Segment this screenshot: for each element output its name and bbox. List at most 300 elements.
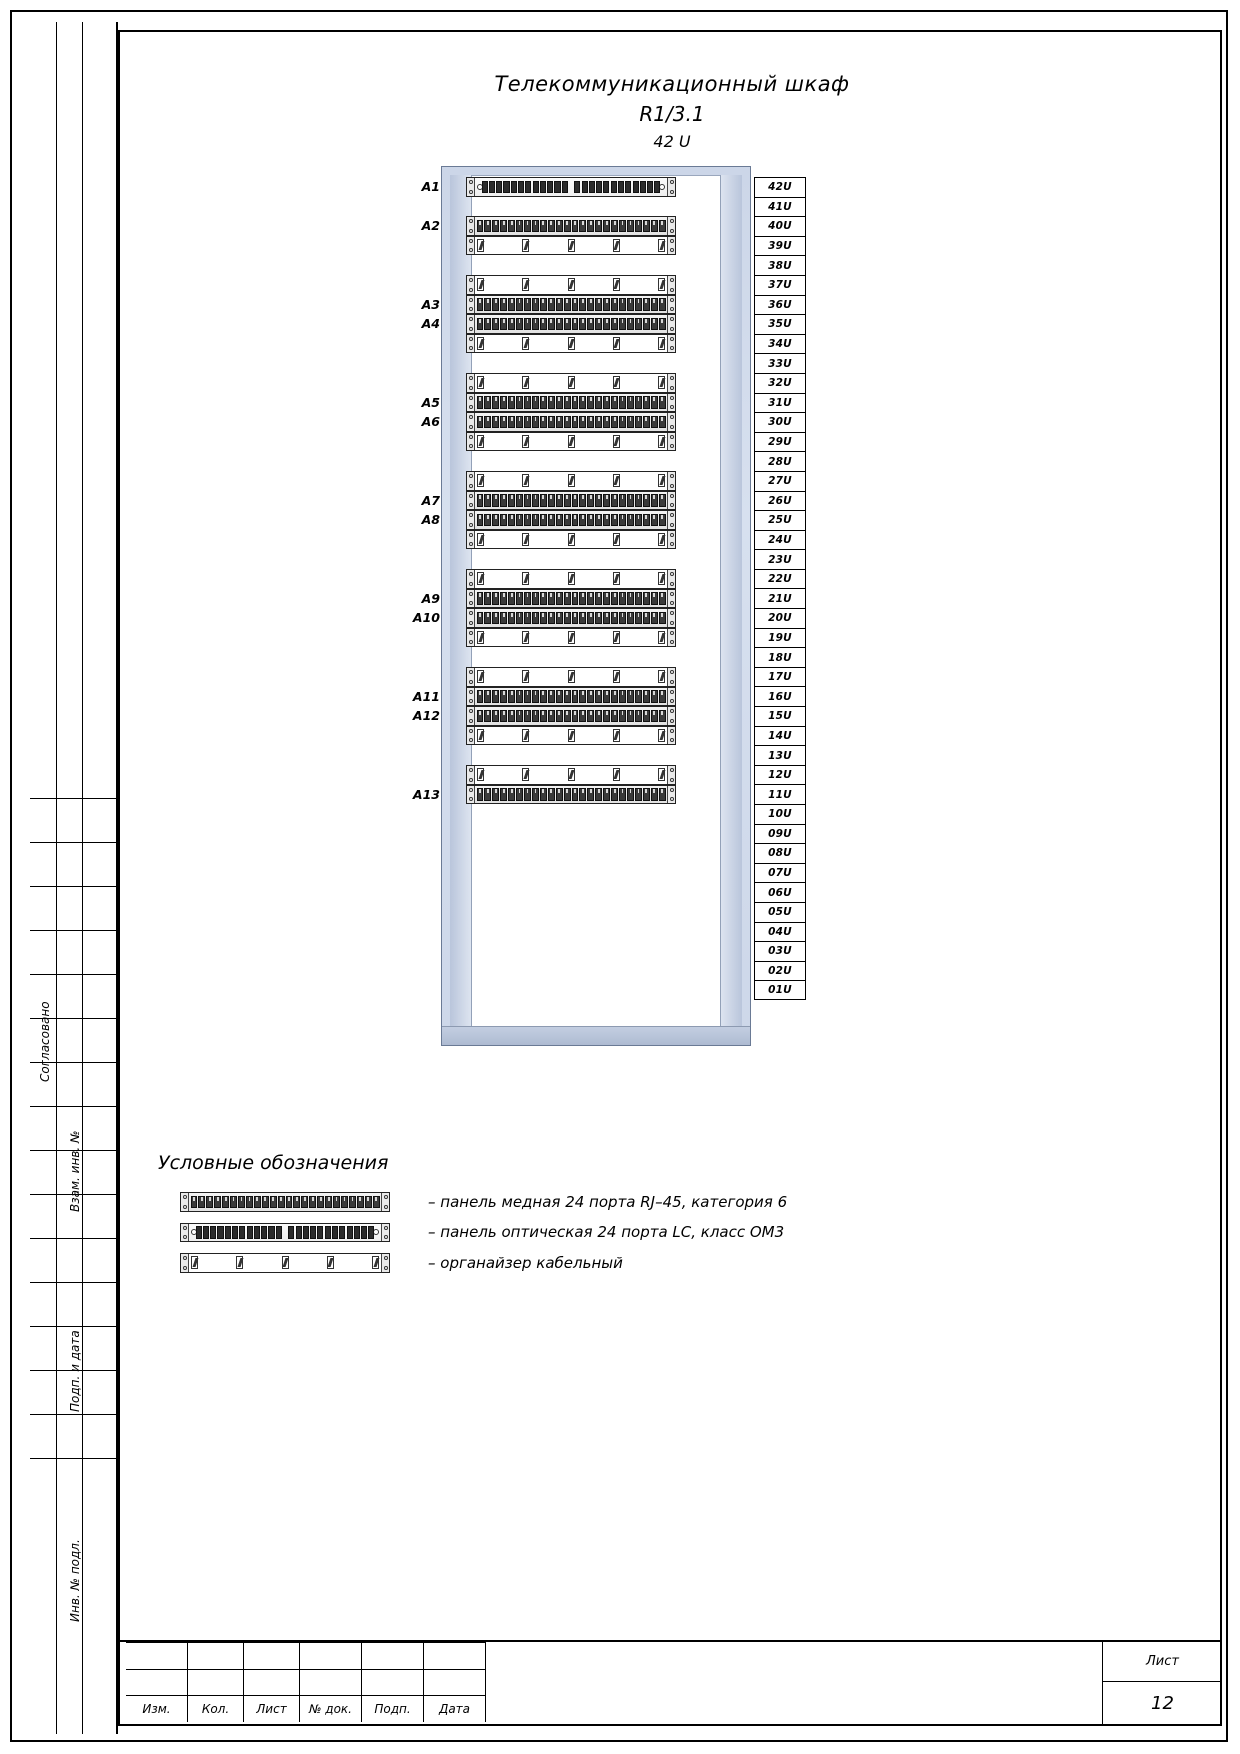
rj45-port xyxy=(198,1196,205,1209)
rj45-port xyxy=(659,220,666,233)
copper-patch-panel[interactable] xyxy=(466,510,676,530)
organizer-ring-row xyxy=(477,336,665,351)
organizer-ring xyxy=(191,1256,198,1269)
panel-screw xyxy=(183,1205,187,1209)
organizer-ring xyxy=(522,631,529,644)
u-cell: 12U xyxy=(754,765,806,785)
rj45-port xyxy=(595,416,602,429)
rj45-port xyxy=(651,592,658,605)
panel-screw xyxy=(469,729,473,733)
rj45-port xyxy=(572,612,579,625)
lc-port xyxy=(361,1226,367,1239)
left-stamp-label-soglasovano: Согласовано xyxy=(38,1001,52,1082)
rj45-port xyxy=(556,788,563,801)
rj45-port xyxy=(500,298,507,311)
u-cell: 01U xyxy=(754,980,806,1000)
rj45-port xyxy=(317,1196,324,1209)
panel-screw xyxy=(670,239,674,243)
bottom-stamp-empty-cell xyxy=(126,1669,188,1696)
rj45-port xyxy=(508,318,515,331)
rj45-port xyxy=(516,710,523,723)
panel-ear-right xyxy=(667,296,675,314)
copper-patch-panel[interactable] xyxy=(466,412,676,432)
copper-patch-panel[interactable] xyxy=(466,393,676,413)
panel-ear-right xyxy=(667,413,675,431)
panel-screw xyxy=(670,513,674,517)
rj45-port xyxy=(516,592,523,605)
panel-screw xyxy=(670,307,674,311)
panel-ear-left xyxy=(467,531,475,549)
rj45-port xyxy=(635,710,642,723)
rj45-port xyxy=(595,612,602,625)
rj45-port xyxy=(651,710,658,723)
drawing-sheet xyxy=(10,10,1228,1742)
panel-ear-left xyxy=(467,786,475,804)
device-label: A11 xyxy=(412,688,440,704)
rj45-port xyxy=(587,416,594,429)
rj45-port xyxy=(619,298,626,311)
device-label: A4 xyxy=(421,316,440,332)
lc-port xyxy=(196,1226,202,1239)
u-cell: 19U xyxy=(754,628,806,648)
rj45-port xyxy=(524,514,531,527)
rj45-port xyxy=(532,514,539,527)
rj45-port xyxy=(587,788,594,801)
rj45-port xyxy=(611,514,618,527)
rj45-port-row xyxy=(476,396,666,409)
device-label: A5 xyxy=(421,394,440,410)
rj45-port xyxy=(500,514,507,527)
u-cell: 42U xyxy=(754,177,806,197)
panel-ear-left xyxy=(467,707,475,725)
panel-screw xyxy=(469,631,473,635)
organizer-ring xyxy=(522,768,529,781)
rj45-port xyxy=(540,396,547,409)
cable-organizer[interactable] xyxy=(466,334,676,354)
panel-screw xyxy=(469,307,473,311)
device-label: A12 xyxy=(412,708,440,724)
panel-screw xyxy=(469,797,473,801)
organizer-ring xyxy=(477,670,484,683)
panel-screw xyxy=(469,415,473,419)
u-cell: 30U xyxy=(754,412,806,432)
cable-organizer[interactable] xyxy=(466,628,676,648)
u-cell: 26U xyxy=(754,491,806,511)
rj45-port xyxy=(603,690,610,703)
legend-item xyxy=(158,1192,1158,1212)
rj45-port xyxy=(508,220,515,233)
panel-screw xyxy=(670,190,674,194)
rj45-port xyxy=(627,416,634,429)
organizer-ring xyxy=(372,1256,379,1269)
organizer-ring xyxy=(568,768,575,781)
rj45-port xyxy=(349,1196,356,1209)
rj45-port xyxy=(278,1196,285,1209)
lc-port xyxy=(496,181,502,194)
organizer-ring xyxy=(568,435,575,448)
rj45-port xyxy=(540,612,547,625)
panel-screw xyxy=(469,513,473,517)
rj45-port xyxy=(611,690,618,703)
rj45-port xyxy=(524,298,531,311)
lc-port xyxy=(239,1226,245,1239)
panel-screw xyxy=(469,346,473,350)
rj45-port xyxy=(572,514,579,527)
panel-ear-right xyxy=(667,335,675,353)
copper-patch-panel[interactable] xyxy=(466,314,676,334)
rj45-port xyxy=(492,514,499,527)
rj45-port xyxy=(516,318,523,331)
cable-organizer[interactable] xyxy=(466,569,676,589)
copper-patch-panel[interactable] xyxy=(466,706,676,726)
lc-port xyxy=(325,1226,331,1239)
panel-ear-right xyxy=(667,433,675,451)
lc-port xyxy=(574,181,580,194)
rj45-port xyxy=(524,788,531,801)
rj45-port xyxy=(635,396,642,409)
copper-patch-panel[interactable] xyxy=(466,295,676,315)
panel-screw xyxy=(469,288,473,292)
rj45-port xyxy=(659,514,666,527)
u-cell: 18U xyxy=(754,647,806,667)
optic-patch-panel[interactable] xyxy=(466,177,676,197)
panel-screw xyxy=(670,219,674,223)
left-stamp-subcolumn-1 xyxy=(30,22,57,1734)
device-label: A8 xyxy=(421,512,440,528)
rj45-port xyxy=(579,220,586,233)
cable-organizer[interactable] xyxy=(466,275,676,295)
panel-ear-left xyxy=(467,217,475,235)
lc-port xyxy=(276,1226,282,1239)
rj45-port xyxy=(635,318,642,331)
panel-screw xyxy=(469,317,473,321)
lc-port xyxy=(347,1226,353,1239)
organizer-ring xyxy=(522,670,529,683)
organizer-ring xyxy=(477,278,484,291)
panel-screw xyxy=(384,1195,388,1199)
rj45-port xyxy=(548,318,555,331)
rj45-port xyxy=(619,318,626,331)
panel-screw xyxy=(670,533,674,537)
rj45-port xyxy=(587,220,594,233)
u-cell: 33U xyxy=(754,353,806,373)
legend-panel-organizer[interactable] xyxy=(180,1253,390,1273)
rj45-port xyxy=(492,318,499,331)
rj45-port xyxy=(619,710,626,723)
panel-screw xyxy=(384,1266,388,1270)
panel-ear-right xyxy=(667,786,675,804)
rj45-port xyxy=(572,416,579,429)
panel-screw xyxy=(670,621,674,625)
bottom-stamp-column-header: № док. xyxy=(300,1695,362,1722)
organizer-ring xyxy=(522,278,529,291)
rj45-port xyxy=(508,514,515,527)
rj45-port xyxy=(524,612,531,625)
cable-organizer[interactable] xyxy=(466,726,676,746)
panel-screw xyxy=(183,1266,187,1270)
left-stamp-divider xyxy=(30,1458,116,1459)
rj45-port xyxy=(516,416,523,429)
u-cell: 24U xyxy=(754,530,806,550)
legend-panel-copper[interactable] xyxy=(180,1192,390,1212)
organizer-ring xyxy=(613,337,620,350)
organizer-ring-row xyxy=(477,532,665,547)
rj45-port-row xyxy=(476,494,666,507)
panel-screw xyxy=(469,542,473,546)
panel-screw xyxy=(670,542,674,546)
rj45-port xyxy=(508,396,515,409)
panel-screw xyxy=(670,738,674,742)
rj45-port xyxy=(659,396,666,409)
panel-screw xyxy=(469,611,473,615)
rj45-port xyxy=(477,592,484,605)
rj45-port xyxy=(492,416,499,429)
left-stamp-divider xyxy=(30,1238,116,1239)
legend-panel-optic[interactable] xyxy=(180,1223,390,1243)
panel-screw xyxy=(469,709,473,713)
rj45-port xyxy=(484,612,491,625)
rj45-port xyxy=(611,612,618,625)
panel-ear-right xyxy=(667,570,675,588)
rj45-port xyxy=(556,612,563,625)
panel-ear-left xyxy=(467,433,475,451)
organizer-ring xyxy=(613,670,620,683)
rj45-port xyxy=(492,494,499,507)
cable-organizer[interactable] xyxy=(466,765,676,785)
rj45-port xyxy=(524,318,531,331)
rj45-port xyxy=(643,690,650,703)
rj45-port-row xyxy=(476,416,666,429)
rj45-port xyxy=(651,514,658,527)
panel-screw xyxy=(469,621,473,625)
rj45-port xyxy=(556,416,563,429)
rj45-port-row xyxy=(476,788,666,801)
organizer-ring xyxy=(658,572,665,585)
cable-organizer[interactable] xyxy=(466,373,676,393)
organizer-ring xyxy=(477,376,484,389)
organizer-ring-row xyxy=(477,238,665,253)
rj45-port xyxy=(587,298,594,311)
panel-screw xyxy=(670,640,674,644)
rj45-port xyxy=(579,318,586,331)
rj45-port xyxy=(532,788,539,801)
panel-screw xyxy=(670,797,674,801)
panel-ear-right xyxy=(667,688,675,706)
organizer-ring-row xyxy=(477,630,665,645)
drawing-title xyxy=(120,72,1224,151)
u-cell: 28U xyxy=(754,451,806,471)
title-line-2: R1/3.1 xyxy=(639,102,705,126)
organizer-ring xyxy=(568,533,575,546)
panel-ear-left xyxy=(467,178,475,196)
bottom-stamp-empty-cell xyxy=(244,1669,300,1696)
rj45-port xyxy=(477,396,484,409)
copper-patch-panel[interactable] xyxy=(466,608,676,628)
rj45-port xyxy=(595,494,602,507)
rj45-port xyxy=(477,514,484,527)
left-stamp-grid xyxy=(30,22,116,1734)
copper-patch-panel[interactable] xyxy=(466,785,676,805)
rj45-port xyxy=(500,396,507,409)
organizer-ring xyxy=(522,474,529,487)
rj45-port xyxy=(548,710,555,723)
u-cell: 11U xyxy=(754,784,806,804)
organizer-ring xyxy=(658,278,665,291)
rack-cabinet xyxy=(412,166,792,1046)
panel-ear-left xyxy=(467,374,475,392)
legend-item xyxy=(158,1223,1158,1243)
organizer-ring xyxy=(477,729,484,742)
copper-patch-panel[interactable] xyxy=(466,687,676,707)
copper-patch-panel[interactable] xyxy=(466,491,676,511)
copper-patch-panel[interactable] xyxy=(466,216,676,236)
panel-ear-right xyxy=(667,315,675,333)
panel-screw xyxy=(183,1235,187,1239)
organizer-ring xyxy=(282,1256,289,1269)
organizer-ring xyxy=(568,631,575,644)
sheet-label: Лист xyxy=(1102,1642,1222,1682)
cable-organizer[interactable] xyxy=(466,236,676,256)
rj45-port xyxy=(357,1196,364,1209)
panel-screw xyxy=(469,229,473,233)
rj45-port xyxy=(659,612,666,625)
organizer-ring-row xyxy=(477,278,665,293)
rj45-port xyxy=(477,494,484,507)
organizer-ring xyxy=(613,278,620,291)
rj45-port xyxy=(556,298,563,311)
panel-ear-right xyxy=(667,590,675,608)
panel-screw xyxy=(670,680,674,684)
panel-screw xyxy=(469,219,473,223)
cable-organizer[interactable] xyxy=(466,432,676,452)
rj45-port xyxy=(556,318,563,331)
rj45-port xyxy=(603,298,610,311)
left-stamp-divider xyxy=(30,1282,116,1283)
bottom-stamp-column-header: Кол. xyxy=(188,1695,244,1722)
panel-screw xyxy=(670,601,674,605)
organizer-ring xyxy=(658,631,665,644)
u-cell: 17U xyxy=(754,667,806,687)
rj45-port xyxy=(325,1196,332,1209)
bottom-stamp-empty-cell xyxy=(424,1642,486,1669)
legend-sample xyxy=(180,1192,390,1212)
rj45-port xyxy=(524,396,531,409)
lc-port xyxy=(254,1226,260,1239)
panel-ear-right xyxy=(667,374,675,392)
rj45-port xyxy=(500,416,507,429)
rj45-port xyxy=(595,592,602,605)
cable-organizer[interactable] xyxy=(466,667,676,687)
rj45-port xyxy=(627,788,634,801)
rj45-port xyxy=(564,318,571,331)
organizer-ring xyxy=(522,533,529,546)
rj45-port xyxy=(508,592,515,605)
organizer-ring xyxy=(658,768,665,781)
rj45-port xyxy=(548,396,555,409)
rj45-port xyxy=(595,318,602,331)
organizer-ring-row xyxy=(477,474,665,489)
panel-screw xyxy=(183,1195,187,1199)
rj45-port xyxy=(206,1196,213,1209)
rj45-port xyxy=(643,514,650,527)
panel-ear-right xyxy=(667,472,675,490)
panel-screw xyxy=(670,435,674,439)
lc-port xyxy=(582,181,588,194)
rj45-port xyxy=(516,494,523,507)
title-line-1: Телекоммуникационный шкаф xyxy=(494,72,850,96)
rj45-port xyxy=(262,1196,269,1209)
panel-ear-left xyxy=(467,668,475,686)
rj45-port xyxy=(230,1196,237,1209)
rj45-port xyxy=(222,1196,229,1209)
rj45-port xyxy=(492,592,499,605)
rj45-port xyxy=(627,514,634,527)
u-cell: 06U xyxy=(754,882,806,902)
rj45-port xyxy=(484,298,491,311)
u-cell: 34U xyxy=(754,334,806,354)
rj45-port xyxy=(500,220,507,233)
organizer-ring xyxy=(613,239,620,252)
u-cell: 25U xyxy=(754,510,806,530)
panel-ear-left xyxy=(467,511,475,529)
panel-screw xyxy=(670,582,674,586)
bottom-stamp-column-header: Подп. xyxy=(362,1695,424,1722)
organizer-ring xyxy=(658,239,665,252)
rj45-port xyxy=(587,612,594,625)
panel-screw xyxy=(469,425,473,429)
left-stamp-label-vzam: Взам. инв. № xyxy=(68,1130,82,1212)
rj45-port xyxy=(540,788,547,801)
rj45-port xyxy=(540,514,547,527)
rj45-port xyxy=(603,318,610,331)
rj45-port xyxy=(595,220,602,233)
u-cell: 16U xyxy=(754,686,806,706)
panel-screw xyxy=(670,494,674,498)
panel-screw xyxy=(670,396,674,400)
rj45-port xyxy=(270,1196,277,1209)
organizer-ring-row xyxy=(191,1256,379,1271)
rj45-port xyxy=(611,220,618,233)
lc-port xyxy=(547,181,553,194)
rj45-port xyxy=(564,416,571,429)
panel-screw xyxy=(384,1226,388,1230)
organizer-ring xyxy=(477,631,484,644)
panel-screw xyxy=(469,435,473,439)
legend-sample xyxy=(180,1223,390,1243)
cable-organizer[interactable] xyxy=(466,471,676,491)
rj45-port xyxy=(659,298,666,311)
rj45-port xyxy=(643,494,650,507)
panel-screw xyxy=(469,778,473,782)
organizer-ring xyxy=(658,376,665,389)
copper-patch-panel[interactable] xyxy=(466,589,676,609)
rj45-port xyxy=(579,514,586,527)
rj45-port xyxy=(477,220,484,233)
cable-organizer[interactable] xyxy=(466,530,676,550)
panel-screw xyxy=(469,670,473,674)
organizer-ring xyxy=(568,278,575,291)
rj45-port xyxy=(548,690,555,703)
rj45-port xyxy=(484,592,491,605)
rj45-port xyxy=(564,710,571,723)
rj45-port xyxy=(587,710,594,723)
rj45-port xyxy=(500,494,507,507)
rj45-port xyxy=(477,690,484,703)
rj45-port xyxy=(500,788,507,801)
organizer-ring xyxy=(327,1256,334,1269)
u-cell: 31U xyxy=(754,393,806,413)
rj45-port xyxy=(651,612,658,625)
